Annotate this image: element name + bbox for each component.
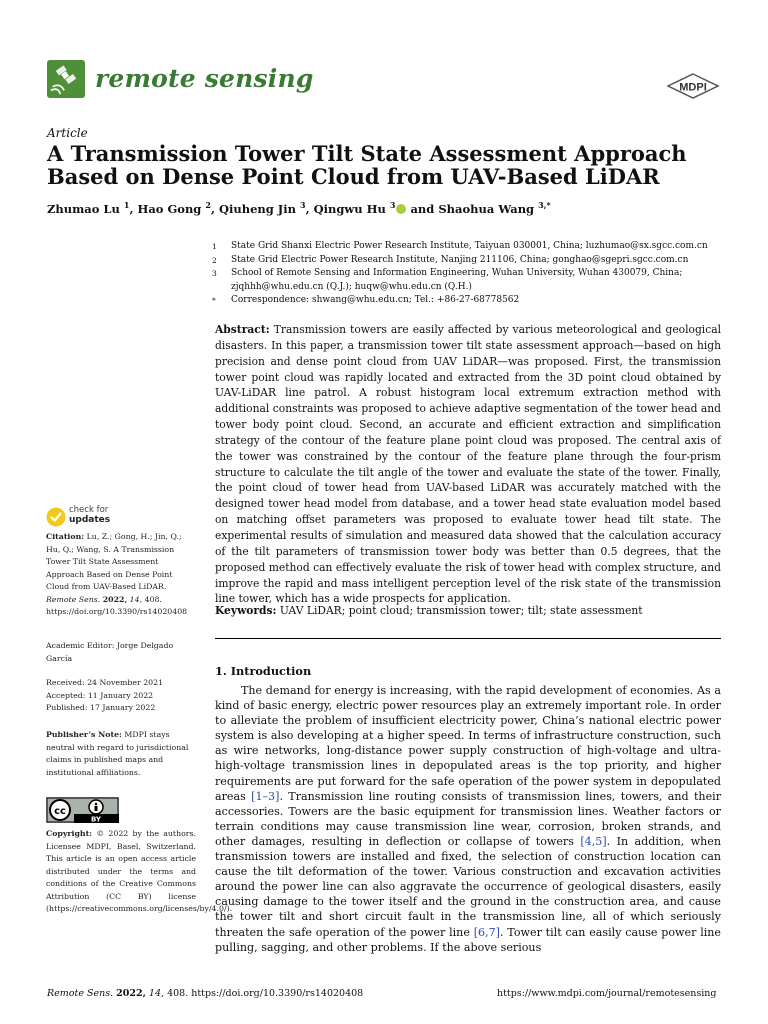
citation-label: Citation:: [46, 532, 85, 541]
citation-link[interactable]: [4,5]: [580, 834, 607, 848]
section-divider: [215, 638, 721, 639]
author-name[interactable]: Hao Gong: [137, 201, 202, 216]
citation-link[interactable]: [6,7]: [473, 925, 500, 939]
footer-journal-url[interactable]: https://www.mdpi.com/journal/remotesensing: [497, 988, 717, 999]
keywords-label: Keywords:: [215, 604, 277, 617]
intro-text: . Tower tilt can easily cause power line pulling, sagging, and other problems. If the above serious: [215, 925, 722, 954]
copyright-block: [46, 828, 233, 916]
affiliation-num: 1: [212, 242, 217, 251]
affiliation-item: [212, 240, 722, 254]
citation-doi[interactable]: 408. https://doi.org/10.3390/rs14020408: [46, 594, 188, 616]
orcid-icon[interactable]: [396, 204, 406, 214]
author-name[interactable]: Zhumao Lu: [47, 201, 120, 216]
affiliation-text: School of Remote Sensing and Information Engineering, Wuhan University, Wuhan 430079, China; zjqhhh@whu.edu.cn (Q.J.); huqw@whu.edu.cn (Q.H.): [231, 268, 683, 292]
pubnote-text: MDPI stays neutral with regard to jurisdictional claims in published maps and institutional affiliations.: [46, 730, 189, 777]
citation-text: Lu, Z.; Gong, H.; Jin, Q.; Hu, Q.; Wang, S. A Transmission Tower Tilt State Assessment Approach Based on Dense Point Cloud from UAV-Based LiDAR.: [46, 532, 182, 591]
received-date: Received: 24 November 2021: [46, 678, 164, 687]
citation-journal: Remote Sens.: [46, 594, 101, 604]
journal-name: remote sensing: [95, 64, 314, 93]
intro-text: The demand for energy is increasing, with the rapid development of economies. As a kind of basic energy, electric power resources play an extremely important role. In order to alleviate the problem of insufficient electricity power, China’s national electric power system is also developing at a higher speed. In terms of infrastructure construction, such as wire networks, long-distance power supply construction of high-voltage and ultra-high-voltage transmission lines in depopulated areas is the top priority, and higher requirements are put forward for the safe operation of the power system in depopulated areas: [215, 684, 721, 803]
pubnote-label: Publisher’s Note:: [46, 730, 122, 739]
footer-year: 2022,: [116, 988, 146, 999]
affiliation-item: [212, 254, 722, 268]
affiliations: [212, 240, 722, 308]
academic-editor: Academic Editor: Jorge Delgado García: [46, 641, 174, 663]
intro-text: . In addition, when transmission towers are installed and fixed, the selection of construction location can cause the tilt deformation of the tower. Various construction and excavation activities around the power line can also aggravate the occurrence of geological disasters, easily causing damage to the tower itself and the ground in the construction area, and cause the tower tilt and short circuit fault in the transmission line, all of which seriously threaten the safe operation of the power line: [215, 834, 721, 939]
affiliation-num: 3: [212, 269, 217, 278]
affiliation-text: Correspondence: shwang@whu.edu.cn; Tel.: +86-27-68778562: [231, 295, 520, 305]
check-for-updates[interactable]: [69, 506, 110, 525]
check-for-updates-icon[interactable]: [46, 507, 66, 527]
cc-badge-text: BY: [90, 815, 102, 823]
abstract: [215, 322, 721, 607]
author-connector: and: [410, 201, 435, 216]
mdpi-logo-text: MDPI: [679, 81, 707, 94]
author-affil: 2: [205, 200, 211, 210]
citation-year: 2022,: [102, 594, 128, 604]
author-affil: 3,*: [538, 200, 551, 210]
abstract-label: Abstract:: [215, 323, 270, 336]
affiliation-text: State Grid Shanxi Electric Power Research Institute, Taiyuan 030001, China; luzhumao@sx.sgcc.com.cn: [231, 241, 708, 251]
copyright-text: © 2022 by the authors. Licensee MDPI, Basel, Switzerland. This article is an open access article distributed under the terms and conditions of the Creative Commons Attribution (CC BY) license (https://creativecommons.org/licenses/by/4.0/).: [46, 829, 233, 913]
affiliation-item: [212, 267, 722, 294]
published-date: Published: 17 January 2022: [46, 703, 156, 712]
affiliation-num: *: [212, 296, 216, 305]
affiliation-text: State Grid Electric Power Research Institute, Nanjing 211106, China; gonghao@sgepri.sgcc.com.cn: [231, 254, 689, 265]
publishers-note: [46, 729, 196, 779]
section-heading: 1. Introduction: [215, 664, 312, 678]
author-name[interactable]: Qiuheng Jin: [218, 201, 296, 216]
affiliation-item: [212, 294, 722, 308]
author-name[interactable]: Qingwu Hu: [313, 201, 386, 216]
footer-volume: 14,: [148, 988, 165, 999]
citation-block: [46, 531, 196, 619]
footer-journal: Remote Sens.: [47, 988, 114, 999]
keywords-text: UAV LiDAR; point cloud; transmission tower; tilt; state assessment: [279, 604, 643, 617]
svg-text:cc: cc: [54, 806, 66, 817]
introduction-paragraph: [215, 683, 721, 955]
article-type: Article: [47, 126, 88, 140]
footer-citation: [47, 988, 363, 999]
author-name[interactable]: Shaohua Wang: [438, 201, 535, 216]
copyright-label: Copyright:: [46, 829, 93, 838]
citation-volume: 14,: [129, 594, 143, 604]
check-line2: updates: [69, 514, 111, 525]
author-affil: 1: [123, 200, 130, 210]
article-title: A Transmission Tower Tilt State Assessment Approach Based on Dense Point Cloud from UAV-Based LiDAR: [47, 141, 687, 189]
citation-link[interactable]: [1–3]: [251, 789, 280, 803]
mdpi-logo-icon: [666, 73, 720, 99]
author-affil: 3: [300, 200, 306, 210]
check-line1: check for: [69, 505, 109, 515]
author-affil: 3: [389, 200, 396, 210]
affiliation-num: 2: [212, 255, 217, 265]
abstract-text: Transmission towers are easily affected by various meteorological and geological disasters. In this paper, a transmission tower tilt state assessment approach—based on high precision and dense point cloud from UAV LiDAR—was proposed. First, the transmission tower point cloud was rapidly located and extracted from the 3D point cloud obtained by UAV-LiDAR line patrol. A robust histogram local extremum extraction method with additional constraints was proposed to achieve adaptive segmentation of the tower head and tower body point cloud. Second, an accurate and efficient extraction and simplification strategy of the contour of the feature plane point cloud was proposed. The central axis of the tower was constrained by the contour of the feature plane through the four-prism structure to calculate the tilt angle of the tower and evaluate the state of the tower. Finally, the point cloud of tower head from UAV-based LiDAR was accurately matched with the designed tower head model from database, and a tower head state evaluation model based on matching offset parameters was proposed to evaluate tower head tilt state. The experimental results of simulation and measured data showed that the calculation accuracy of the tilt parameters of transmission tower body was better than 0.5 degrees, that the proposed method can effectively evaluate the risk of tower head with complex structure, and improve the rapid and mass intelligent perception level of the risk state of the transmission line tower, which has a wide prospects for application.: [215, 323, 721, 606]
footer-doi[interactable]: 408. https://doi.org/10.3390/rs14020408: [167, 988, 364, 999]
keywords: [215, 604, 721, 617]
publication-dates: [46, 677, 196, 715]
author-list: Zhumao Lu $^1$, Hao Gong $^2$, Qiuheng Jin $^3$, Qingwu Hu $^3$ and Shaohua Wang $^{3,*}$: [47, 200, 551, 216]
intro-text: . Transmission line routing consists of transmission lines, towers, and their accessories. Towers are the basic equipment for transmission lines. Weather factors or terrain conditions may cause transmission line wear, corrosion, broken strands, and other damages, resulting in deflection or collapse of towers: [215, 789, 721, 848]
satellite-logo-icon: [47, 60, 85, 98]
accepted-date: Accepted: 11 January 2022: [46, 690, 154, 700]
cc-by-license-icon[interactable]: [46, 797, 119, 823]
